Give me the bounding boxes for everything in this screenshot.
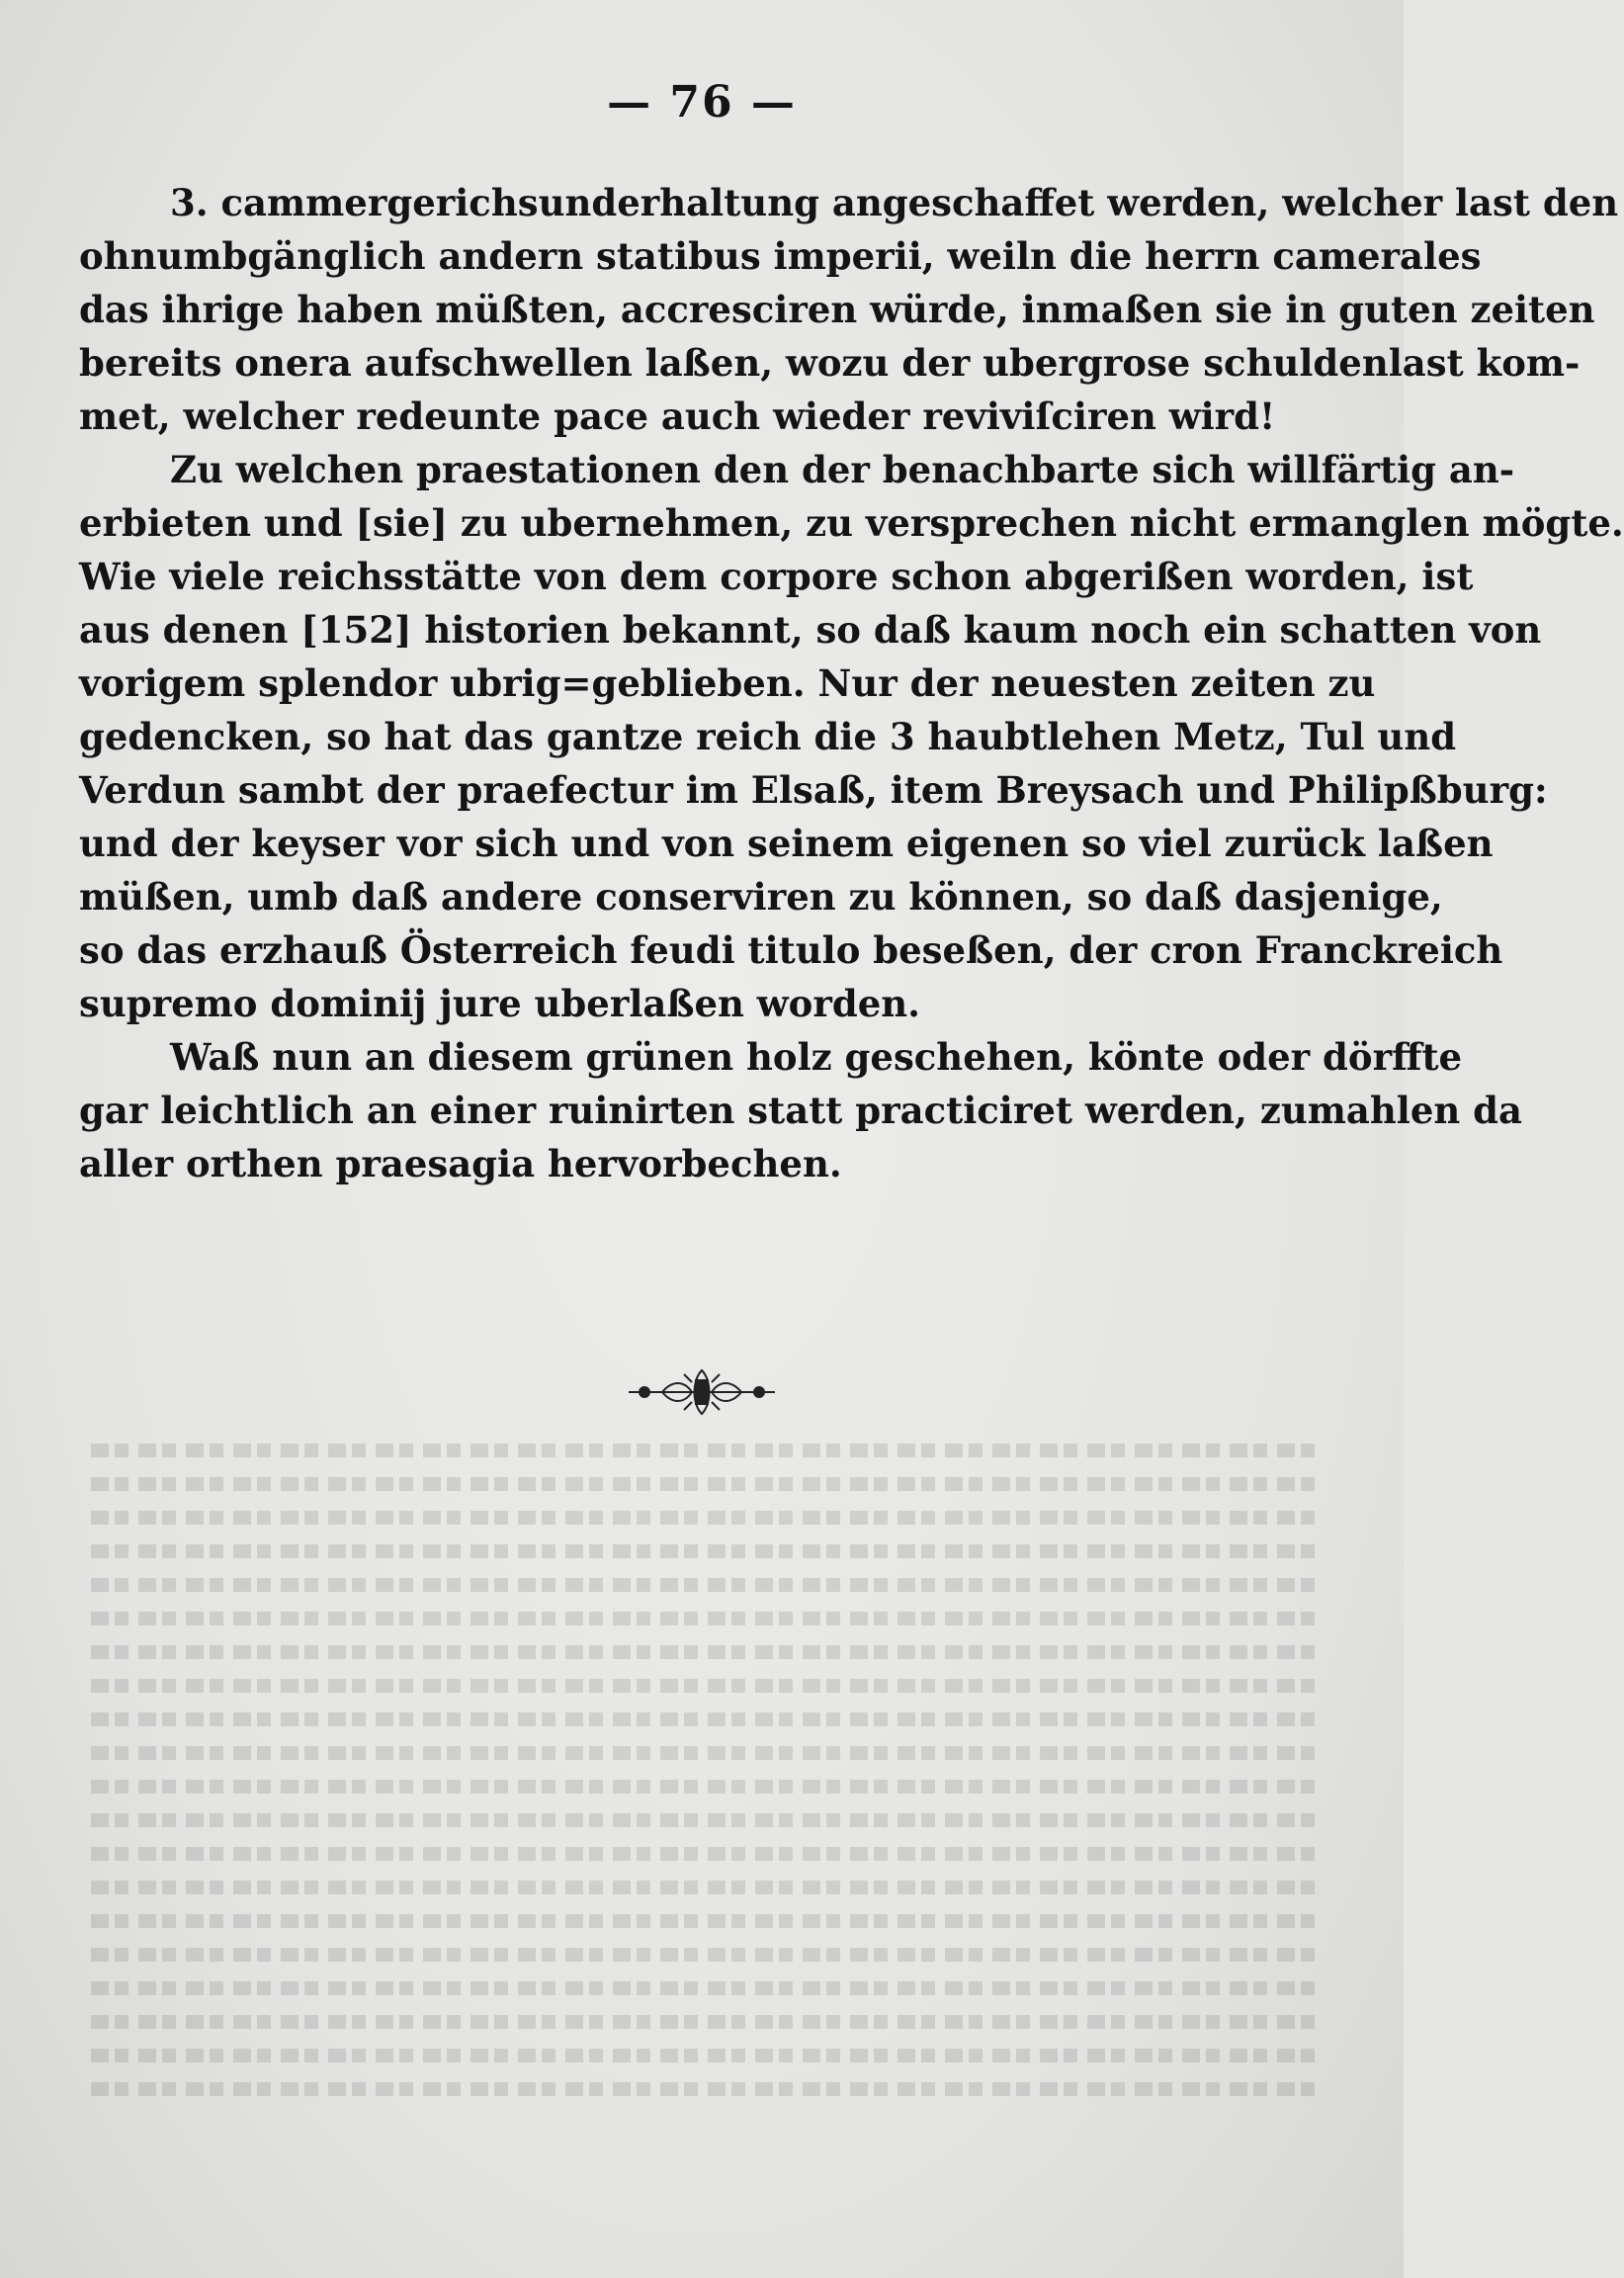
- fleuron-ornament-icon: [623, 1362, 781, 1422]
- page-number: — 76 —: [607, 77, 797, 128]
- text-line: so das erzhauß Österreich feudi titulo beseßen, der cron Franckreich: [79, 928, 1503, 972]
- text-line: ohnumbgänglich andern statibus imperii, weiln die herrn camerales: [79, 234, 1482, 278]
- text-line: supremo dominij jure uberlaßen worden.: [79, 982, 921, 1025]
- paragraph-1: [79, 176, 1619, 443]
- text-line: aus denen [152] historien bekannt, so daß kaum noch ein schatten von: [79, 608, 1542, 652]
- text-line: gar leichtlich an einer ruinirten statt practiciret werden, zumahlen da: [79, 1089, 1522, 1132]
- text-line: Waß nun an diesem grünen holz geschehen, könte oder dörffte: [170, 1035, 1463, 1079]
- text-line: müßen, umb daß andere conserviren zu können, so daß dasjenige,: [79, 875, 1443, 919]
- text-line: erbieten und [sie] zu ubernehmen, zu versprechen nicht ermanglen mögte.: [79, 501, 1624, 545]
- text-line: met, welcher redeunte pace auch wieder reviviſciren wird!: [79, 394, 1276, 438]
- reverse-side-show-through: [89, 1424, 1315, 2136]
- text-line: Verdun sambt der praefectur im Elsaß, item Breysach und Philipßburg:: [79, 768, 1548, 812]
- text-line: Wie viele reichsstätte von dem corpore schon abgerißen worden, ist: [79, 555, 1474, 598]
- paragraph-2: [79, 443, 1624, 1030]
- body-text: [79, 176, 1624, 1190]
- text-line: 3. cammergerichsunderhaltung angeschaffet werden, welcher last den: [170, 181, 1619, 224]
- text-line: Zu welchen praestationen den der benachbarte sich willfärtig an-: [170, 448, 1515, 491]
- text-line: das ihrige haben müßten, accresciren würde, inmaßen sie in guten zeiten: [79, 288, 1595, 331]
- text-line: vorigem splendor ubrig=geblieben. Nur der neuesten zeiten zu: [79, 661, 1376, 705]
- text-line: bereits onera aufschwellen laßen, wozu der ubergrose schuldenlast kom-: [79, 341, 1581, 385]
- paragraph-3: [79, 1030, 1522, 1190]
- text-line: gedencken, so hat das gantze reich die 3 haubtlehen Metz, Tul und: [79, 715, 1457, 758]
- text-line: und der keyser vor sich und von seinem eigenen so viel zurück laßen: [79, 822, 1494, 865]
- text-line: aller orthen praesagia hervorbechen.: [79, 1142, 842, 1185]
